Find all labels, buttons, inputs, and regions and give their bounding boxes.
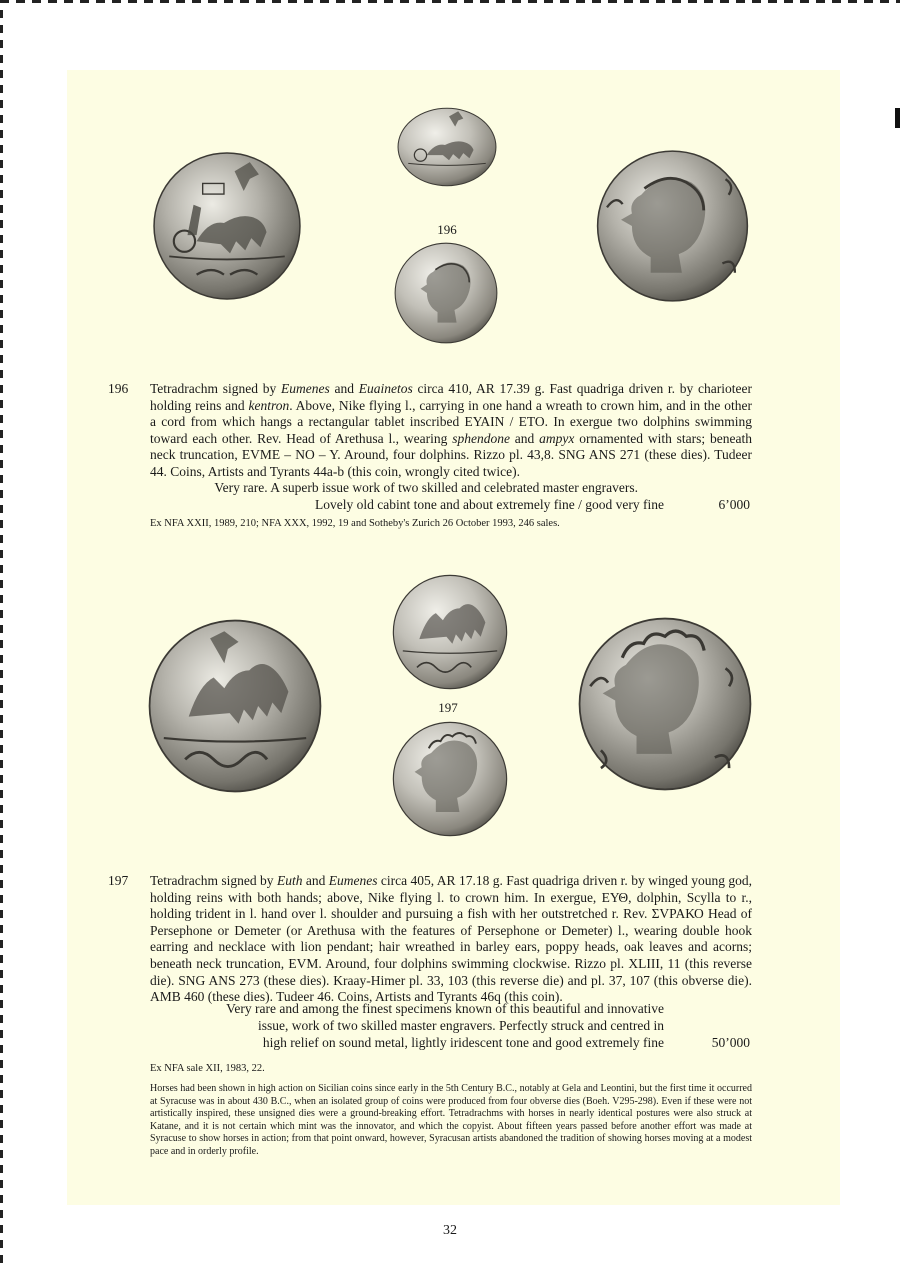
lot-196-provenance: Ex NFA XXII, 1989, 210; NFA XXX, 1992, 19 and Sotheby's Zurich 26 October 1993, 246 sales.: [150, 518, 560, 529]
coin-reverse-head-icon: [391, 240, 501, 346]
lot-197-grade-line-3: high relief on sound metal, lightly iridescent tone and good extremely fine: [262, 1035, 664, 1050]
lot-197-reverse-large-image: [576, 614, 754, 794]
lot-196-reverse-large-image: [590, 148, 755, 304]
page-dashed-border-left: [0, 10, 3, 1270]
coin-obverse-quadriga-icon: [391, 572, 509, 692]
lot-197-image-label: 197: [438, 700, 458, 715]
lot-197-reverse-small-image: [391, 718, 509, 840]
lot-197-commentary: Horses had been shown in high action on Sicilian coins since early in the 5th Century B.C., notably at Gela and Leontini, but the first time it occurred at Syracuse was in about 430 B.C., when an isolated group of coins were produced from four obverse dies (Boeh. V295-298). Even if these were not artistically inspired, these unsigned dies were a ground-breaking effort. Tetradrachms with horses in nearly identical postures were also struck at Katane, and it is not certain which mint was the innovator, and which the copyist. About fifteen years passed before another effort was made at Syracuse to show horses in action; from that point onward, however, Syracusan artists abandoned the tradition of showing horses moving at a modest pace and in orderly profile.: [150, 1083, 752, 1157]
coin-obverse-quadriga-icon: [146, 614, 324, 798]
lot-196-obverse-large-image: [151, 146, 303, 306]
lot-197-obverse-large-image: [146, 614, 324, 798]
coin-reverse-head-icon: [391, 718, 509, 840]
lot-196-obverse-small-image: [396, 106, 498, 188]
lot-197-grade-line-2: issue, work of two skilled master engravers. Perfectly struck and centred in: [257, 1018, 664, 1033]
lot-197-description: Tetradrachm signed by Euth and Eumenes circa 405, AR 17.18 g. Fast quadriga driven r. by winged young god, holding reins with both hands; above, Nike flying l. to crown him. In exergue, ΕΥΘ, dolphin, Scylla to r., holding trident in l. hand over l. shoulder and pursuing a fish with her outstretched r. Rev. ΣVΡΑΚΟ Head of Persephone or Demeter (or Arethusa with the features of Persephone or Demeter) l., wearing double hook earring and necklace with lion pendant; hair wreathed in barley ears, poppy heads, oak leaves and acorns; beneath neck truncation, EVM. Around, four dolphins swimming clockwise. Rizzo pl. XLIII, 11 (this reverse die). SNG ANS 273 (these dies). Kraay-Himer pl. 33, 103 (this reverse die) and pl. 37, 107 (this obverse die). AMB 460 (these dies). Tudeer 46. Coins, Artists and Tyrants 46q (this coin).: [150, 873, 753, 1005]
lot-196-image-label: 196: [437, 222, 457, 237]
coin-reverse-head-icon: [576, 614, 754, 794]
lot-197-grade-line-1: Very rare and among the finest specimens known of this beautiful and innovative: [226, 1001, 664, 1016]
lot-196-grade-line-2: Lovely old cabint tone and about extremely fine / good very fine: [314, 497, 664, 512]
lot-197-estimate: 50’000: [711, 1035, 750, 1050]
lot-196-reverse-small-image: [391, 240, 501, 346]
lot-196-number: 196: [108, 381, 129, 396]
lot-196-estimate: 6’000: [718, 497, 750, 512]
lot-197-provenance: Ex NFA sale XII, 1983, 22.: [150, 1063, 265, 1074]
page-number: 32: [443, 1223, 457, 1238]
lot-197-number: 197: [108, 873, 129, 888]
lot-196-description: Tetradrachm signed by Eumenes and Euainetos circa 410, AR 17.39 g. Fast quadriga driven r. by charioteer holding reins and kentron. Above, Nike flying l., carrying in one hand a wreath to crown him, and in the other a cord from which hangs a rectangular tablet inscribed ΕΥΑΙΝ / ΕΤΟ. In exergue two dolphins swimming toward each other. Rev. Head of Arethusa l., wearing sphendone and ampyx ornamented with stars; beneath neck truncation, EVME – NO – Y. Around, four dolphins. Rizzo pl. 43,8. SNG ANS 271 (these dies). Tudeer 44. Coins, Artists and Tyrants 44a-b (this coin, wrongly cited twice).: [150, 381, 752, 479]
coin-obverse-quadriga-icon: [151, 146, 303, 306]
coin-obverse-quadriga-icon: [396, 106, 498, 188]
lot-196-grade-line-1: Very rare. A superb issue work of two skilled and celebrated master engravers.: [214, 480, 638, 495]
coin-reverse-head-icon: [590, 148, 755, 304]
page-dashed-border-top: [0, 0, 900, 3]
edge-mark: [895, 108, 900, 128]
lot-197-obverse-small-image: [391, 572, 509, 692]
